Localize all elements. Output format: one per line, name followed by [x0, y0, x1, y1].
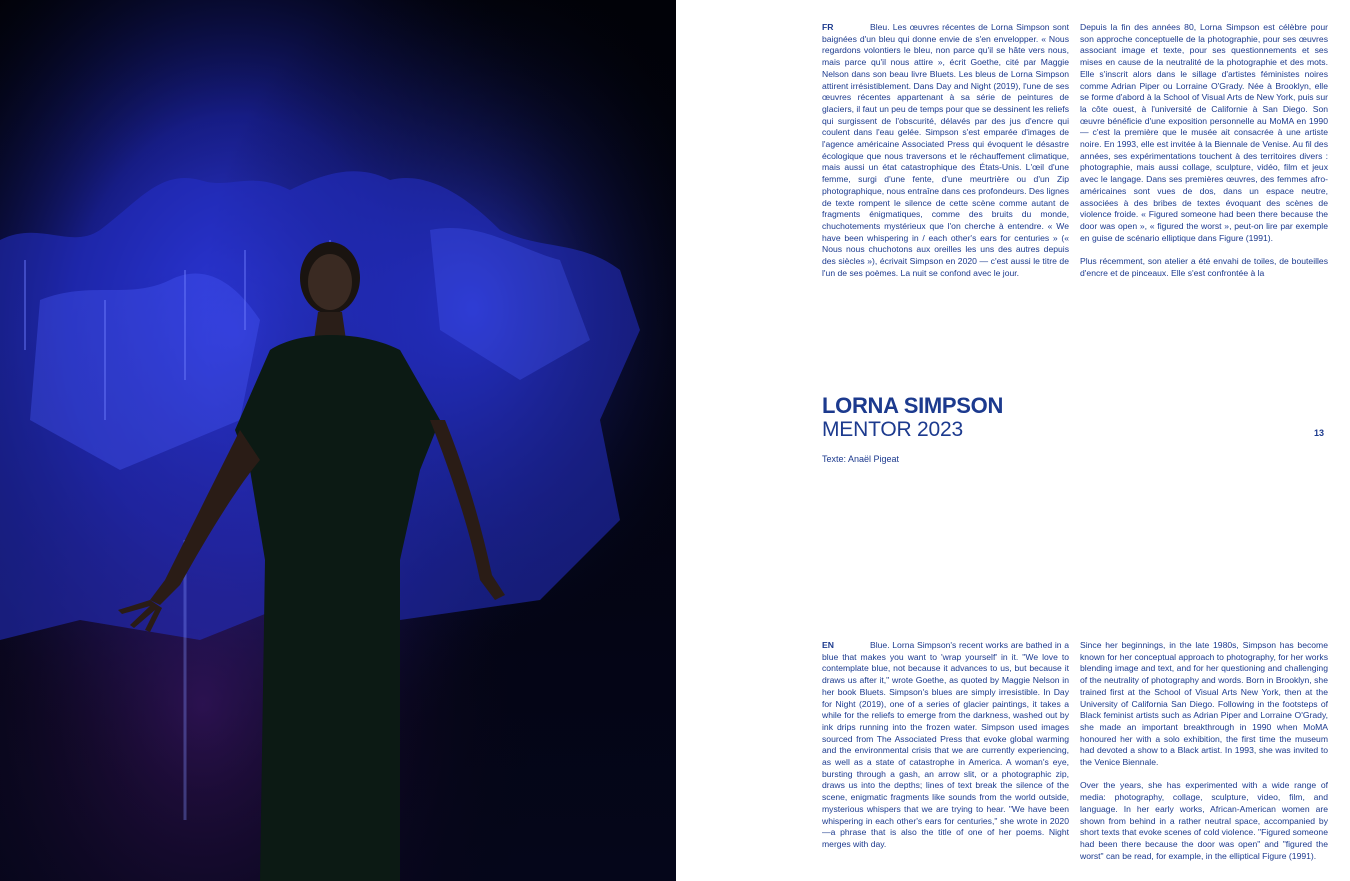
- fr-right-paragraph-1: Depuis la fin des années 80, Lorna Simpson est célèbre pour son approche conceptuelle de la photographie, pour ses œuvres associant image et texte, pour ses questionnements et ses mises en cause de la neutralité de la photographie et des mots. Elle s'inscrit alors dans le sillage d'artistes féministes noires comme Adrian Piper ou Lorraine O'Grady. Née à Brooklyn, elle se forme d'abord à la School of Visual Arts de New York, puis sur la côte ouest, à l'université de Californie à San Diego. Son œuvre bénéficie d'une exposition personnelle au MoMA en 1990 — c'est la première que le musée ait consacrée à une artiste noire. En 1993, elle est invitée à la Biennale de Venise. Au fil des années, ses expérimentations touchent à des territoires divers : photographie, mais aussi collage, sculpture, vidéo, film et jeux avec le langage. Dans ses premières œuvres, des femmes afro-américaines sont vues de dos, dans un espace neutre, associées à des bribes de textes évoquant des scènes de violence froide. « Figured someone had been there because the door was open », « figured the worst », peut-on lire par exemple en guise de scénario elliptique dans Figure (1991).: [1080, 22, 1328, 243]
- en-right-paragraph-2: Over the years, she has experimented with a wide range of media: photography, collage, sculpture, video, film, and language. In her early works, African-American women are shown from behind in a rather neutral space, accompanied by short texts that evoke scenes of cold violence. "Figured someone had been there because the door was open" and "figured the worst" can be read, for example, in the elliptical Figure (1991).: [1080, 780, 1328, 861]
- text-credit: Texte: Anaël Pigeat: [822, 454, 900, 464]
- text-page: [676, 0, 1350, 881]
- en-left-text: Blue. Lorna Simpson's recent works are bathed in a blue that makes you want to 'wrap yourself' in it. "We love to contemplate blue, not because it advances to us, but because it draws us after it," wrote Goethe, as quoted by Maggie Nelson in her book Bluets. Simpson's blues are simply irresistible. In Day for Night (2019), one of a series of glacier paintings, it takes a while for the reliefs to emerge from the darkness, washed out by ink drips running into the frozen water. Simpson used images sourced from The Associated Press that evoke global warming and the environmental crisis that we are currently experiencing, as well as a state of catastrophe in America. A woman's eye, bursting through a gash, an arrow slit, or a photographic zip, draws us into the depths; lines of text break the silence of the scene, enigmatic fragments like sounds from the world outside, mysterious whispers that we are trying to hear. "We have been whispering in each other's ears for centuries," she wrote in 2020—a phrase that is also the title of one of her poems. Night merges with day.: [822, 640, 1069, 849]
- page-title: LORNA SIMPSON: [822, 393, 1004, 418]
- en-lang-label: EN: [822, 640, 834, 650]
- page-number: 13: [1314, 428, 1325, 438]
- fr-column-left: [822, 22, 1069, 290]
- fr-column-right: [1080, 22, 1328, 290]
- en-column-right: [1080, 640, 1328, 862]
- fr-lang-label: FR: [822, 22, 834, 32]
- fr-left-text: Bleu. Les œuvres récentes de Lorna Simpson sont baignées d'un bleu qui donne envie de s'en envelopper. « Nous regardons volontiers le bleu, non parce qu'il se hâte vers nous, mais parce qu'il nous attire », écrit Goethe, cité par Maggie Nelson dans son beau livre Bluets. Les bleus de Lorna Simpson attirent irrésistiblement. Dans Day and Night (2019), l'une de ses œuvres récentes appartenant à sa série de peintures de glaciers, il faut un peu de temps pour que se dessinent les reliefs qui surgissent de l'obscurité, délavés par des jus d'encre qui coulent dans l'eau gelée. Simpson s'est emparée d'images de l'agence américaine Associated Press qui évoquent le désastre écologique que nous traversons et le réchauffement climatique, mais aussi un état catastrophique des États-Unis. L'œil d'une femme, surgi d'une fente, d'une meurtrière ou d'un Zip photographique, nous entraîne dans ces profondeurs. Des lignes de texte rompent le silence de cette scène comme autant de fragments énigmatiques, comme des bruits du monde, chuchotements mystérieux que l'on cherche à entendre. « We have been whispering in / each other's ears for centuries » (« Nous nous chuchotons aux oreilles les uns des autres depuis des siècles »), écrivait Simpson en 2020 — c'est aussi le titre de l'un de ses poèmes. La nuit se confond avec le jour.: [822, 22, 1069, 278]
- fr-right-paragraph-2: Plus récemment, son atelier a été envahi de toiles, de bouteilles d'encre et de pinceaux. Elle s'est confrontée à la: [1080, 256, 1328, 278]
- page-subtitle: MENTOR 2023: [822, 418, 963, 441]
- en-column-left: [822, 640, 1069, 862]
- en-right-paragraph-1: Since her beginnings, in the late 1980s, Simpson has become known for her conceptual approach to photography, for her works blending image and text, and for her questioning and challenging of the neutrality of photography and words. Born in Brooklyn, she trained first at the School of Visual Arts New York, then at the University of California San Diego. Following in the footsteps of Black feminist artists such as Adrian Piper and Lorraine O'Grady, she made an important breakthrough in 1990 when MoMA honoured her with a solo exhibition, the first time the museum had devoted a show to a Black artist. In 1993, she was invited to the Venice Biennale.: [1080, 640, 1328, 768]
